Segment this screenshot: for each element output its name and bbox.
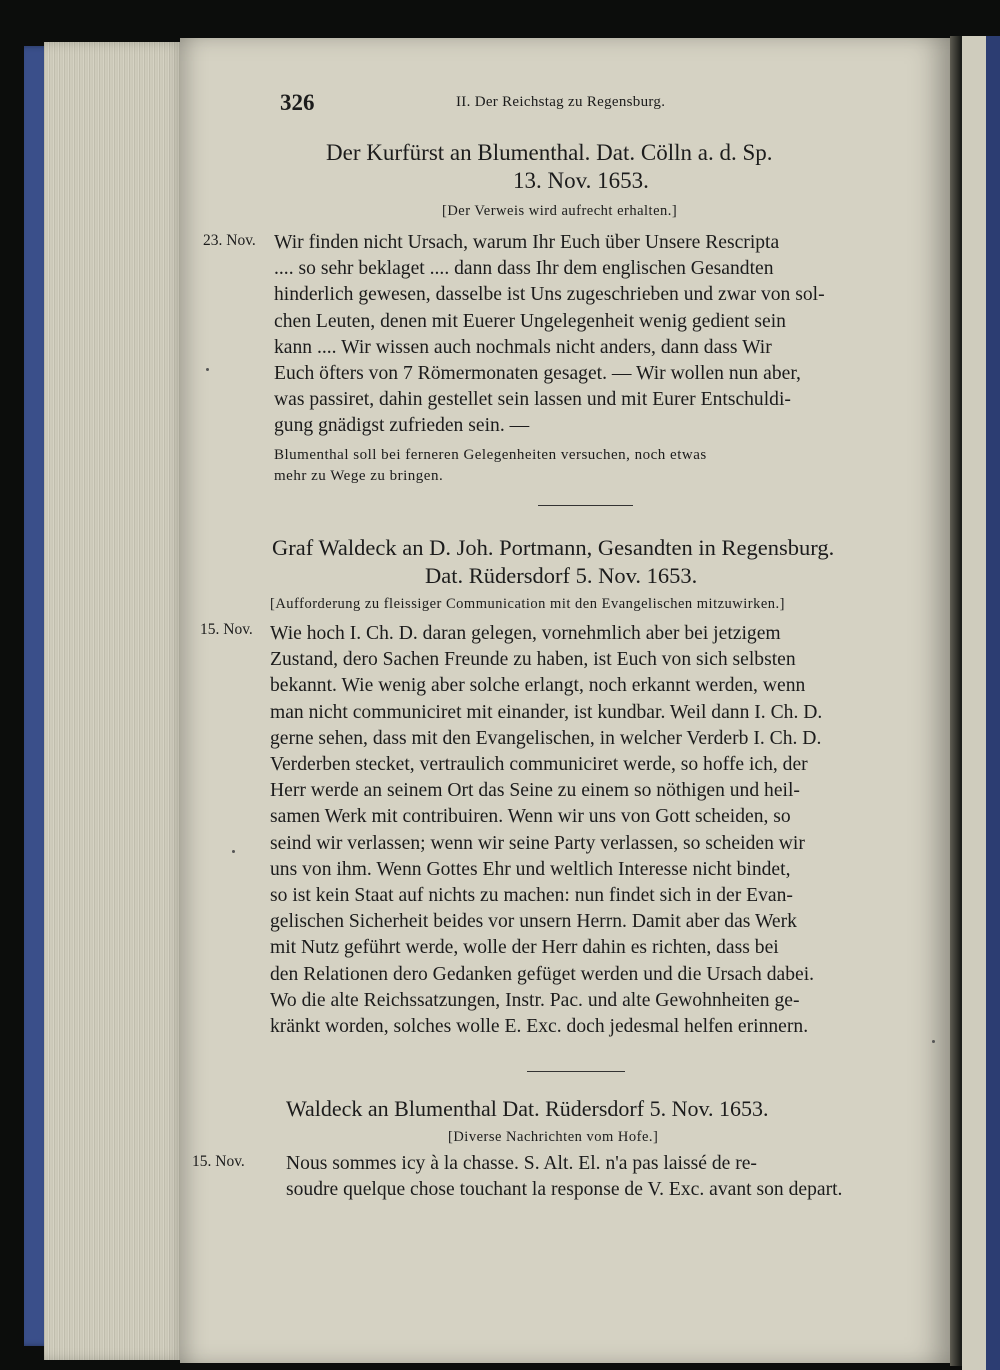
page-number: 326 — [280, 90, 315, 115]
page-edges — [44, 42, 186, 1360]
body-line: kann .... Wir wissen auch nochmals nicht anders, dann dass Wir — [274, 336, 772, 358]
letter-2-margin-date: 15. Nov. — [200, 621, 253, 638]
body-line: mit Nutz geführt werde, wolle der Herr dahin es richten, dass bei — [270, 937, 779, 959]
letter-2-heading: Graf Waldeck an D. Joh. Portmann, Gesandten in Regensburg. — [272, 535, 835, 560]
letter-1-margin-date: 23. Nov. — [203, 232, 256, 249]
body-line: Wie hoch I. Ch. D. daran gelegen, vornehmlich aber bei jetzigem — [270, 623, 781, 644]
body-line: chen Leuten, denen mit Euerer Ungelegenheit wenig gedient sein — [274, 310, 786, 332]
letter-3-heading: Waldeck an Blumenthal Dat. Rüdersdorf 5. Nov. 1653. — [286, 1096, 769, 1121]
letter-2-heading-date: Dat. Rüdersdorf 5. Nov. 1653. — [425, 563, 698, 588]
letter-1-note — [274, 445, 906, 486]
letter-1-heading-date: 13. Nov. 1653. — [513, 168, 649, 193]
letter-3-body — [286, 1151, 892, 1203]
body-line: gerne sehen, dass mit den Evangelischen, in welcher Verderb I. Ch. D. — [270, 727, 822, 749]
body-line: man nicht communiciret mit einander, ist kundbar. Weil dann I. Ch. D. — [270, 701, 823, 723]
specks — [206, 368, 209, 371]
body-line: .... so sehr beklaget .... dann dass Ihr dem englischen Gesandten — [274, 258, 774, 280]
letter-2-summary: [Aufforderung zu fleissiger Communication mit den Evangelischen mitzuwirken.] — [270, 596, 785, 612]
specks — [232, 850, 235, 853]
body-line: gung gnädigst zufrieden sein. — — [274, 415, 530, 437]
body-line: samen Werk mit contribuiren. Wenn wir uns von Gott scheiden, so — [270, 806, 791, 828]
body-line: gelischen Sicherheit beides vor unsern Herrn. Damit aber das Werk — [270, 911, 797, 933]
running-title: II. Der Reichstag zu Regensburg. — [456, 94, 666, 110]
body-line: bekannt. Wie wenig aber solche erlangt, noch erkannt werden, wenn — [270, 675, 806, 697]
facing-page-edge — [962, 36, 988, 1370]
letter-1-body — [274, 230, 906, 440]
body-line: Wir finden nicht Ursach, warum Ihr Euch über Unsere Rescripta — [274, 232, 780, 253]
note-line: Blumenthal soll bei ferneren Gelegenheiten versuchen, noch etwas — [274, 447, 707, 463]
note-line: mehr zu Wege zu bringen. — [274, 467, 444, 484]
letter-2-body — [270, 621, 898, 1040]
body-line: soudre quelque chose touchant la response de V. Exc. avant son depart. — [286, 1179, 843, 1201]
letter-1-heading: Der Kurfürst an Blumenthal. Dat. Cölln a. d. Sp. — [326, 140, 773, 165]
letter-3-margin-date: 15. Nov. — [192, 1153, 245, 1170]
letter-3-summary: [Diverse Nachrichten vom Hofe.] — [448, 1129, 659, 1145]
book-cover-right — [986, 36, 1000, 1370]
section-divider — [527, 1071, 625, 1072]
body-line: Zustand, dero Sachen Freunde zu haben, ist Euch von sich selbsten — [270, 649, 796, 671]
body-line: Verderben stecket, vertraulich communiciret werde, so hoffe ich, der — [270, 754, 808, 776]
body-line: was passiret, dahin gestellet sein lassen und mit Eurer Entschuldi- — [274, 389, 791, 411]
body-line: den Relationen dero Gedanken gefüget werden und die Ursach dabei. — [270, 963, 815, 985]
body-line: seind wir verlassen; wenn wir seine Party verlassen, so scheiden wir — [270, 832, 805, 854]
body-line: Herr werde an seinem Ort das Seine zu einem so nöthigen und heil- — [270, 780, 800, 802]
specks — [932, 1040, 935, 1043]
body-line: kränkt worden, solches wolle E. Exc. doch jedesmal helfen erinnern. — [270, 1016, 809, 1038]
letter-1-summary: [Der Verweis wird aufrecht erhalten.] — [442, 203, 678, 219]
body-line: so ist kein Staat auf nichts zu machen: nun findet sich in der Evan- — [270, 885, 793, 907]
body-line: Euch öfters von 7 Römermonaten gesaget. — Wir wollen nun aber, — [274, 363, 801, 385]
body-line: uns von ihm. Wenn Gottes Ehr und weltlich Interesse nicht bindet, — [270, 858, 791, 880]
body-line: hinderlich gewesen, dasselbe ist Uns zugeschrieben und zwar von sol- — [274, 284, 825, 306]
section-divider — [538, 505, 633, 506]
body-line: Wo die alte Reichssatzungen, Instr. Pac. und alte Gewohnheiten ge- — [270, 989, 800, 1011]
body-line: Nous sommes icy à la chasse. S. Alt. El. n'a pas laissé de re- — [286, 1153, 757, 1174]
